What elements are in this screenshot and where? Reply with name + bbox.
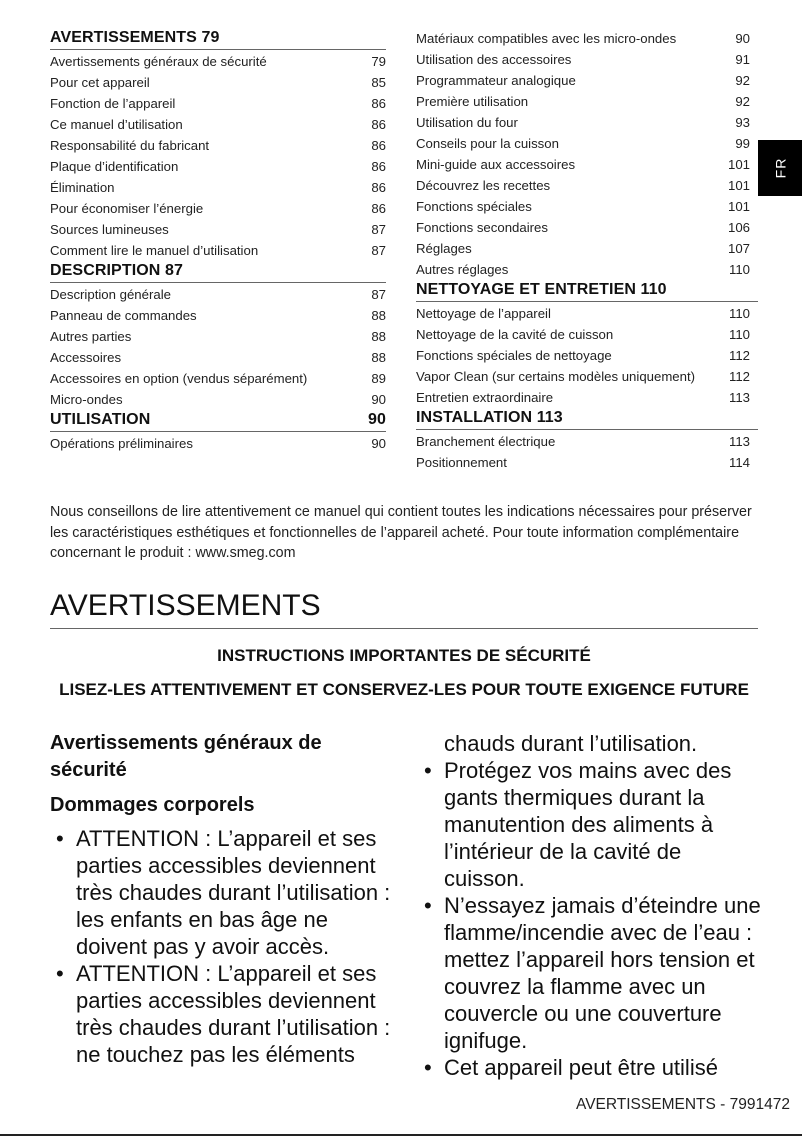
- toc-section-heading[interactable]: [416, 408, 758, 430]
- toc-entry-label: Pour économiser l’énergie: [50, 201, 204, 216]
- toc-entry-page: 86: [371, 138, 386, 153]
- page-footer: AVERTISSEMENTS - 7991472: [576, 1096, 790, 1113]
- toc-entry-label: Programmateur analogique: [416, 73, 576, 88]
- toc-heading-label: DESCRIPTION 87: [50, 262, 183, 279]
- toc-entry-page: 79: [371, 54, 386, 69]
- toc-entry-page: 90: [371, 392, 386, 407]
- toc-heading-page: 90: [368, 411, 386, 428]
- toc-entry[interactable]: [50, 326, 386, 347]
- toc-entry-label: Utilisation des accessoires: [416, 52, 572, 67]
- toc-entry-label: Comment lire le manuel d’utilisation: [50, 243, 259, 258]
- keep-instructions-heading: LISEZ-LES ATTENTIVEMENT ET CONSERVEZ-LES POUR TOUTE EXIGENCE FUTURE: [59, 680, 749, 699]
- toc-section-heading[interactable]: [416, 280, 758, 302]
- toc-entry-page: 110: [728, 327, 750, 342]
- toc-entry-page: 101: [727, 157, 750, 172]
- toc-entry-page: 107: [727, 241, 750, 256]
- toc-heading-label: NETTOYAGE ET ENTRETIEN 110: [416, 281, 667, 298]
- toc-entry-label: Avertissements généraux de sécurité: [50, 54, 267, 69]
- general-warnings-heading: Avertissements généraux de sécurité: [50, 732, 322, 781]
- body-left-column: [50, 730, 400, 1068]
- toc-entry-label: Fonctions secondaires: [416, 220, 548, 235]
- section-title: AVERTISSEMENTS: [50, 587, 758, 629]
- toc-entry-label: Utilisation du four: [416, 115, 518, 130]
- toc-entry-label: Mini-guide aux accessoires: [416, 157, 576, 172]
- bullet-item: • ATTENTION : L’appareil et ses parties accessibles deviennent très chaudes durant l’utilisation : ne touchez pas les éléments: [50, 960, 400, 1068]
- toc-entry[interactable]: [50, 72, 386, 93]
- toc-entry-label: Ce manuel d’utilisation: [50, 117, 183, 132]
- toc-entry-page: 88: [371, 308, 386, 323]
- language-tab: [758, 140, 802, 196]
- toc-entry-label: Pour cet appareil: [50, 75, 150, 90]
- body-right-column: [418, 730, 768, 1081]
- toc-entry[interactable]: [50, 219, 386, 240]
- toc-section-heading[interactable]: [50, 28, 386, 50]
- toc-entry-label: Vapor Clean (sur certains modèles uniquement): [416, 369, 696, 384]
- right-bullet-list: [418, 730, 768, 1081]
- toc-entry-label: Réglages: [416, 241, 472, 256]
- toc-entry[interactable]: [416, 345, 758, 366]
- toc-entry[interactable]: [416, 238, 758, 259]
- toc-section-heading[interactable]: [50, 410, 386, 432]
- bullet-item: • Cet appareil peut être utilisé: [418, 1054, 768, 1081]
- toc-right-column: [416, 28, 758, 473]
- toc-entry[interactable]: [50, 114, 386, 135]
- toc-entry[interactable]: [416, 91, 758, 112]
- toc-entry-page: 93: [735, 115, 750, 130]
- toc-entry-page: 88: [371, 329, 386, 344]
- toc-entry-label: Accessoires en option (vendus séparément): [50, 371, 308, 386]
- toc-entry-label: Accessoires: [50, 350, 122, 365]
- safety-instructions-heading: INSTRUCTIONS IMPORTANTES DE SÉCURITÉ: [217, 646, 591, 665]
- toc-entry-label: Opérations préliminaires: [50, 436, 193, 451]
- toc-entry-page: 110: [728, 306, 750, 321]
- toc-entry-page: 87: [371, 222, 386, 237]
- toc-entry[interactable]: [50, 198, 386, 219]
- toc-entry-page: 112: [728, 348, 750, 363]
- bullet-item: • ATTENTION : L’appareil et ses parties accessibles deviennent très chaudes durant l’utilisation : les enfants en bas âge ne doivent pas y avoir accès.: [50, 825, 400, 960]
- toc-entry[interactable]: [416, 324, 758, 345]
- toc-entry-page: 114: [728, 455, 750, 470]
- toc-entry[interactable]: [416, 154, 758, 175]
- toc-entry-label: Sources lumineuses: [50, 222, 169, 237]
- toc-entry[interactable]: [416, 133, 758, 154]
- toc-entry[interactable]: [416, 112, 758, 133]
- toc-entry-label: Nettoyage de la cavité de cuisson: [416, 327, 614, 342]
- toc-entry-label: Fonction de l’appareil: [50, 96, 176, 111]
- toc-entry-label: Conseils pour la cuisson: [416, 136, 559, 151]
- toc-entry[interactable]: [50, 347, 386, 368]
- toc-entry[interactable]: [416, 49, 758, 70]
- toc-entry-page: 87: [371, 243, 386, 258]
- toc-entry[interactable]: [416, 175, 758, 196]
- toc-entry[interactable]: [416, 452, 758, 473]
- toc-entry[interactable]: [416, 70, 758, 91]
- toc-entry[interactable]: [416, 196, 758, 217]
- toc-entry-page: 85: [371, 75, 386, 90]
- left-bullet-list: [50, 825, 400, 1068]
- toc-entry-label: Responsabilité du fabricant: [50, 138, 210, 153]
- toc-entry-page: 113: [728, 434, 750, 449]
- toc-entry[interactable]: [416, 28, 758, 49]
- toc-heading-label: INSTALLATION 113: [416, 409, 563, 426]
- toc-left-column: [50, 28, 386, 454]
- toc-entry[interactable]: [50, 240, 386, 261]
- toc-entry-page: 113: [728, 390, 750, 405]
- toc-entry-label: Fonctions spéciales de nettoyage: [416, 348, 612, 363]
- toc-entry[interactable]: [416, 366, 758, 387]
- toc-entry-label: Panneau de commandes: [50, 308, 197, 323]
- toc-entry-label: Positionnement: [416, 455, 507, 470]
- toc-heading-label: AVERTISSEMENTS 79: [50, 29, 220, 46]
- toc-section-heading[interactable]: [50, 261, 386, 283]
- toc-entry-page: 99: [735, 136, 750, 151]
- toc-entry-page: 92: [735, 73, 750, 88]
- toc-entry[interactable]: [416, 431, 758, 452]
- toc-entry-page: 92: [735, 94, 750, 109]
- toc-entry-label: Branchement électrique: [416, 434, 556, 449]
- toc-entry-page: 86: [371, 96, 386, 111]
- toc-entry[interactable]: [50, 305, 386, 326]
- bullet-item: • Protégez vos mains avec des gants thermiques durant la manutention des aliments à l’intérieur de la cavité de cuisson.: [418, 757, 768, 892]
- bullet-continuation: chauds durant l’utilisation.: [444, 731, 698, 756]
- toc-entry-label: Micro-ondes: [50, 392, 123, 407]
- toc-entry-page: 89: [371, 371, 386, 386]
- toc-entry[interactable]: [50, 51, 386, 72]
- toc-entry-page: 110: [728, 262, 750, 277]
- toc-entry-label: Entretien extraordinaire: [416, 390, 554, 405]
- intro-paragraph: Nous conseillons de lire attentivement ce manuel qui contient toutes les indications nécessaires pour préserver les caractéristiques esthétiques et fonctionnelles de l’appareil acheté. Pour toute information complémentaire concernant le produit : www.smeg.com: [50, 504, 752, 561]
- toc-entry-page: 106: [727, 220, 750, 235]
- toc-entry[interactable]: [416, 259, 758, 280]
- toc-entry-page: 86: [371, 117, 386, 132]
- toc-entry-page: 112: [728, 369, 750, 384]
- toc-entry-label: Première utilisation: [416, 94, 529, 109]
- toc-entry[interactable]: [50, 368, 386, 389]
- toc-entry[interactable]: [416, 387, 758, 408]
- toc-heading-label: UTILISATION: [50, 411, 151, 428]
- bullet-item: • N’essayez jamais d’éteindre une flamme/incendie avec de l’eau : mettez l’appareil hors tension et couvrez la flamme avec un couvercle ou une couverture ignifuge.: [418, 892, 768, 1054]
- toc-entry[interactable]: [50, 433, 386, 454]
- toc-entry[interactable]: [50, 177, 386, 198]
- toc-entry-page: 91: [735, 52, 750, 67]
- toc-entry-page: 87: [371, 287, 386, 302]
- toc-entry[interactable]: [50, 389, 386, 410]
- toc-entry-label: Fonctions spéciales: [416, 199, 532, 214]
- toc-entry-page: 86: [371, 159, 386, 174]
- toc-entry[interactable]: [50, 135, 386, 156]
- toc-entry-label: Plaque d’identification: [50, 159, 179, 174]
- toc-entry-label: Matériaux compatibles avec les micro-ondes: [416, 31, 677, 46]
- toc-entry-label: Élimination: [50, 180, 115, 195]
- toc-entry-page: 86: [371, 180, 386, 195]
- toc-entry[interactable]: [50, 156, 386, 177]
- toc-entry[interactable]: [416, 217, 758, 238]
- toc-entry[interactable]: [50, 93, 386, 114]
- toc-entry-page: 90: [735, 31, 750, 46]
- toc-entry-label: Autres parties: [50, 329, 132, 344]
- toc-entry[interactable]: [50, 284, 386, 305]
- toc-entry-page: 86: [371, 201, 386, 216]
- toc-entry[interactable]: [416, 303, 758, 324]
- toc-entry-label: Description générale: [50, 287, 171, 302]
- language-tab-label: FR: [771, 157, 788, 179]
- toc-entry-page: 90: [371, 436, 386, 451]
- toc-entry-label: Nettoyage de l’appareil: [416, 306, 551, 321]
- toc-entry-page: 101: [727, 199, 750, 214]
- toc-entry-page: 101: [727, 178, 750, 193]
- bodily-harm-heading: Dommages corporels: [50, 794, 255, 816]
- toc-entry-label: Découvrez les recettes: [416, 178, 551, 193]
- toc-entry-label: Autres réglages: [416, 262, 509, 277]
- toc-entry-page: 88: [371, 350, 386, 365]
